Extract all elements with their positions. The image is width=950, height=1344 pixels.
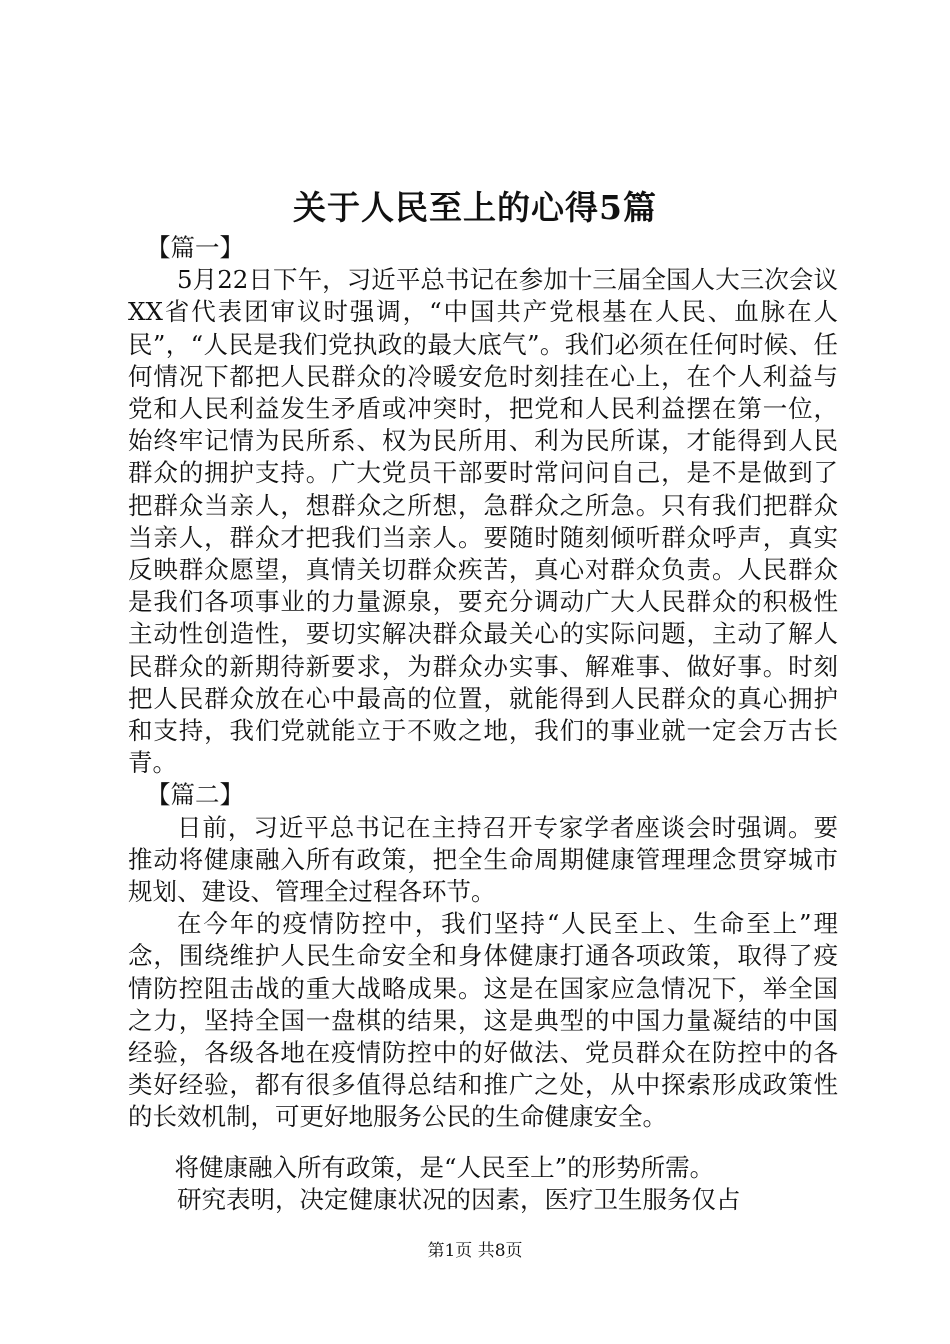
paragraph-4: 将健康融入所有政策，是“人民至上”的形势所需。 bbox=[174, 1152, 715, 1182]
paragraph-spacer bbox=[128, 1134, 838, 1152]
page-number-footer: 第1页 共8页 bbox=[427, 1241, 523, 1261]
paragraph-2: 日前，习近平总书记在主持召开专家学者座谈会时强调。要推动将健康融入所有政策，把全生命周期健康管理理念贯穿城市规划、建设、管理全过程各环节。 bbox=[128, 812, 838, 907]
section-heading-2: 【篇二】 bbox=[146, 780, 244, 810]
paragraph-5: 研究表明，决定健康状况的因素，医疗卫生服务仅占 bbox=[177, 1184, 741, 1214]
section-heading-1: 【篇一】 bbox=[146, 233, 244, 262]
document-body bbox=[128, 232, 838, 1216]
paragraph-3: 在今年的疫情防控中，我们坚持“人民至上、生命至上”理念，围绕维护人民生命安全和身体健康打通各项政策，取得了疫情防控阻击战的重大战略成果。这是在国家应急情况下，举全国之力，坚持全国一盘棋的结果，这是典型的中国力量凝结的中国经验，各级各地在疫情防控中的好做法、党员群众在防控中的各类好经验，都有很多值得总结和推广之处，从中探索形成政策性的长效机制，可更好地服务公民的生命健康安全。 bbox=[128, 909, 838, 1132]
paragraph-1: 5月22日下午，习近平总书记在参加十三届全国人大三次会议XX省代表团审议时强调，“中国共产党根基在人民、血脉在人民”，“人民是我们党执政的最大底气”。我们必须在任何时候、任何情况下都把人民群众的冷暖安危时刻挂在心上，在个人利益与党和人民利益发生矛盾或冲突时，把党和人民利益摆在第一位，始终牢记情为民所系、权为民所用、利为民所谋，才能得到人民群众的拥护支持。广大党员干部要时常问问自己，是不是做到了把群众当亲人，想群众之所想，急群众之所急。只有我们把群众当亲人，群众才把我们当亲人。要随时随刻倾听群众呼声，真实反映群众愿望，真情关切群众疾苦，真心对群众负责。人民群众是我们各项事业的力量源泉，要充分调动广大人民群众的积极性主动性创造性，要切实解决群众最关心的实际问题，主动了解人民群众的新期待新要求，为群众办实事、解难事、做好事。时刻把人民群众放在心中最高的位置，就能得到人民群众的真心拥护和支持，我们党就能立于不败之地，我们的事业就一定会万古长青。 bbox=[128, 265, 838, 778]
document-title: 关于人民至上的心得5篇 bbox=[293, 188, 657, 227]
